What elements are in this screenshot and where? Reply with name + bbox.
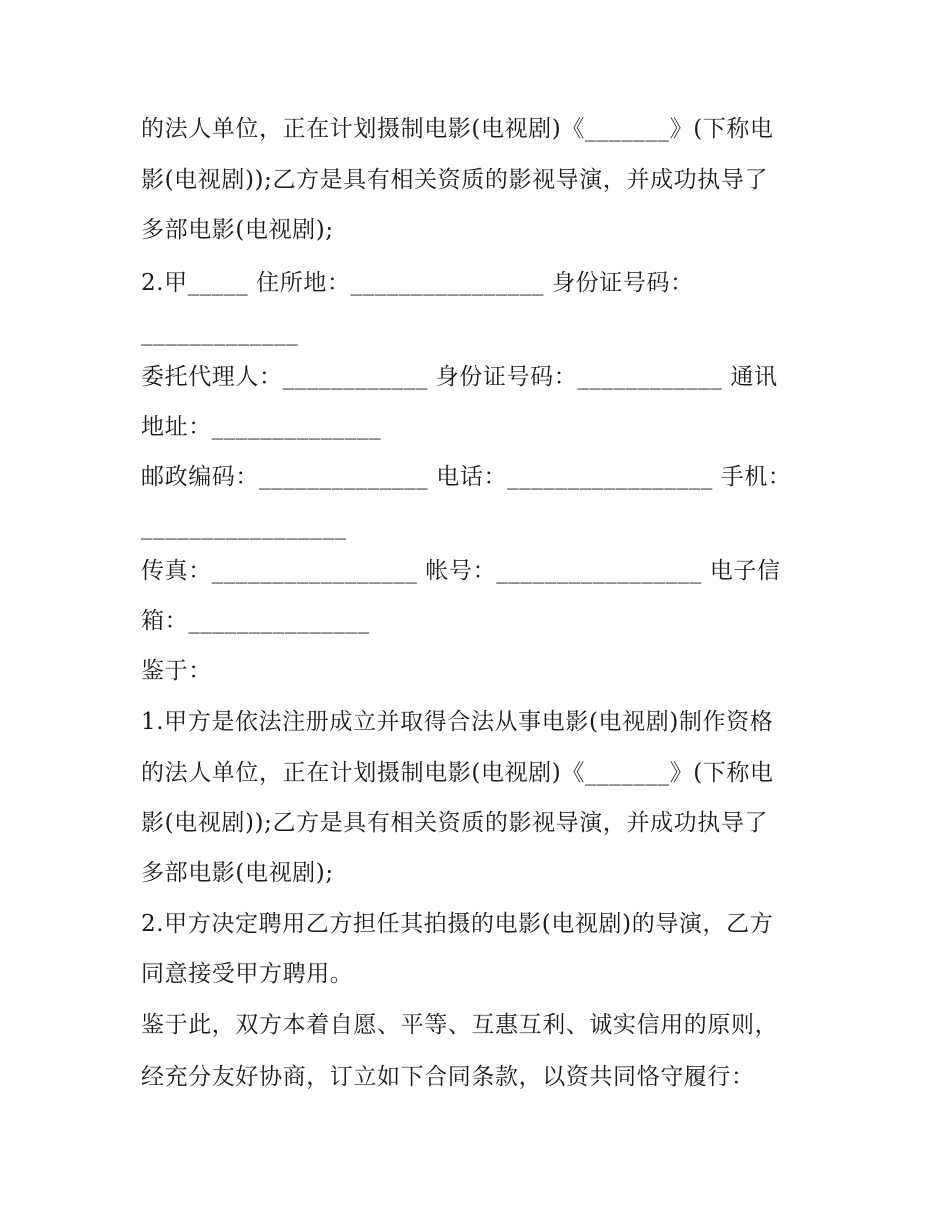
text-line: 影(电视剧));乙方是具有相关资质的影视导演，并成功执导了 [141, 810, 769, 836]
text-line: 多部电影(电视剧); [141, 860, 334, 886]
text-line: 地址：______________ [141, 414, 382, 440]
text-line: 邮政编码：______________ 电话：_________________ 手机： [141, 464, 792, 490]
text-line: 的法人单位，正在计划摄制电影(电视剧)《_______》(下称电 [141, 760, 774, 786]
text-line: 2.甲方决定聘用乙方担任其拍摄的电影(电视剧)的导演，乙方 [141, 911, 774, 937]
text-line: 2.甲_____ 住所地：________________ 身份证号码： [141, 270, 694, 296]
text-line: 鉴于： [141, 658, 212, 684]
text-line: 同意接受甲方聘用。 [141, 961, 354, 987]
text-line: 委托代理人：____________ 身份证号码：____________ 通讯 [141, 364, 778, 390]
text-line: 影(电视剧));乙方是具有相关资质的影视导演，并成功执导了 [141, 167, 769, 193]
text-line: 鉴于此，双方本着自愿、平等、互惠互利、诚实信用的原则， [141, 1012, 779, 1038]
text-line: 传真：_________________ 帐号：_________________ 电子信 [141, 558, 781, 584]
text-line: 1.甲方是依法注册成立并取得合法从事电影(电视剧)制作资格 [141, 709, 774, 735]
text-line: _________________ [141, 514, 347, 540]
text-line: 的法人单位，正在计划摄制电影(电视剧)《_______》(下称电 [141, 116, 774, 142]
text-line: _____________ [141, 320, 299, 346]
text-line: 经充分友好协商，订立如下合同条款，以资共同恪守履行： [141, 1064, 755, 1090]
text-line: 箱：_______________ [141, 608, 370, 634]
text-line: 多部电影(电视剧); [141, 217, 334, 243]
